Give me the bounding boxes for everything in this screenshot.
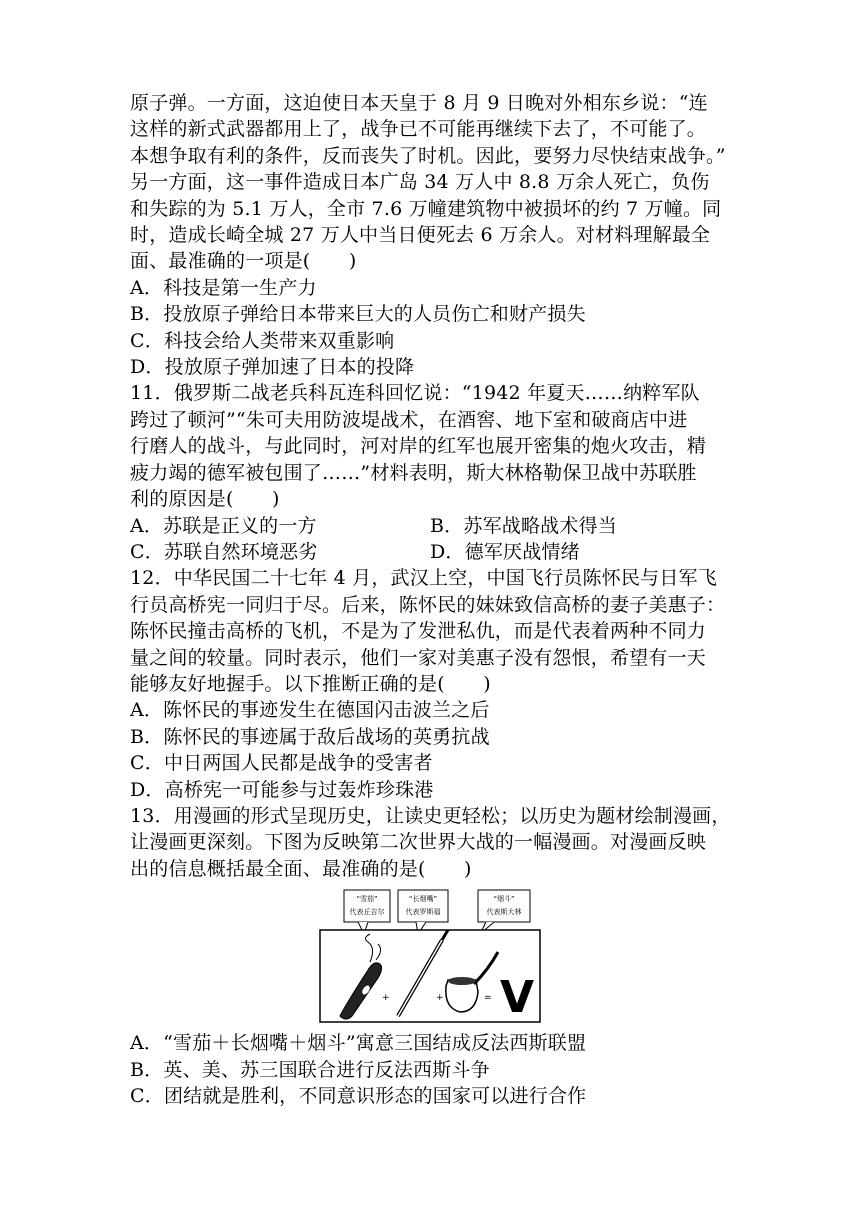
- stem-line: 12．中华民国二十七年 4 月，武汉上空，中国飞行员陈怀民与日军飞: [130, 567, 717, 590]
- bubble-holder: [398, 890, 448, 934]
- stem-line: 出的信息概括最全面、最准确的是( ): [130, 857, 472, 880]
- question-13-stem: [130, 803, 730, 882]
- stem-line: 本想争取有利的条件，反而丧失了时机。因此，要努力尽快结束战争。”: [130, 144, 726, 167]
- question-11-stem: [130, 380, 730, 512]
- bubble-pipe-sub: 代表斯大林: [486, 908, 522, 917]
- stem-line: 13．用漫画的形式呈现历史，让读史更轻松；以历史为题材绘制漫画，: [130, 804, 731, 827]
- question-10-stem: [130, 90, 730, 275]
- stem-line: 原子弹。一方面，这迫使日本天皇于 8 月 9 日晚对外相东乡说：“连: [130, 92, 708, 114]
- bubble-pipe-title: “烟斗”: [493, 895, 515, 904]
- option-row: [130, 539, 730, 565]
- stem-line: 这样的新式武器都用上了，战争已不可能再继续下去了，不可能了。: [130, 118, 707, 141]
- question-12-options: [130, 697, 730, 803]
- stem-line: 另一方面，这一事件造成日本广岛 34 万人中 8.8 万余人死亡，负伤: [130, 171, 710, 194]
- stem-line: 时，造成长崎全城 27 万人中当日便死去 6 万余人。对材料理解最全: [130, 224, 711, 247]
- question-12-stem: [130, 565, 730, 697]
- option-c: C．团结就是胜利，不同意识形态的国家可以进行合作: [130, 1085, 587, 1107]
- option-b: B．英、美、苏三国联合进行反法西斯斗争: [130, 1058, 490, 1081]
- question-10-options: [130, 275, 730, 381]
- option-b: B．陈怀民的事迹属于敌后战场的英勇抗战: [130, 725, 490, 748]
- option-b: B．苏军战略战术得当: [430, 514, 617, 537]
- bubble-cigar-title: “雪茄”: [356, 895, 378, 904]
- stem-line: 疲力竭的德军被包围了……”材料表明，斯大林格勒保卫战中苏联胜: [130, 461, 697, 484]
- stem-line: 量之间的较量。同时表示，他们一家对美惠子没有怨恨，希望有一天: [130, 646, 707, 669]
- option-a: A．苏联是正义的一方: [130, 514, 317, 537]
- option-b: B．投放原子弹给日本带来巨大的人员伤亡和财产损失: [130, 303, 586, 326]
- option-a: A．科技是第一生产力: [130, 276, 317, 299]
- stem-line: 行员高桥宪一同归于尽。后来，陈怀民的妹妹致信高桥的妻子美惠子：: [130, 593, 726, 616]
- option-a: A．“雪茄＋长烟嘴＋烟斗”寓意三国结成反法西斯联盟: [130, 1032, 587, 1055]
- cartoon-figure: [130, 886, 730, 1026]
- stem-line: 能够友好地握手。以下推断正确的是( ): [130, 672, 491, 695]
- plus-sign: +: [382, 993, 390, 1004]
- stem-line: 让漫画更深刻。下图为反映第二次世界大战的一幅漫画。对漫画反映: [130, 831, 707, 854]
- stem-line: 跨过了顿河”“朱可夫用防波堤战术，在酒窖、地下室和破商店中进: [130, 408, 688, 431]
- option-d: D．德军厌战情绪: [430, 540, 580, 563]
- stem-line: 和失踪的为 5.1 万人，全市 7.6 万幢建筑物中被损坏的约 7 万幢。同: [130, 197, 722, 220]
- ww2-cartoon: [318, 886, 542, 1026]
- option-d: D．投放原子弹加速了日本的投降: [130, 356, 415, 379]
- stem-line: 11．俄罗斯二战老兵科瓦连科回忆说：“1942 年夏天……纳粹军队: [130, 382, 700, 405]
- question-11-options: [130, 513, 730, 566]
- stem-line: 行磨人的战斗，与此同时，河对岸的红军也展开密集的炮火攻击，精: [130, 435, 707, 458]
- option-d: D．高桥宪一可能参与过轰炸珍珠港: [130, 778, 434, 801]
- bubble-holder-sub: 代表罗斯福: [405, 908, 441, 917]
- bubble-cigar-sub: 代表丘吉尔: [349, 908, 385, 917]
- bubble-pipe: [478, 890, 530, 934]
- stem-line: 面、最准确的一项是( ): [130, 250, 357, 273]
- question-13-options: [130, 1030, 730, 1109]
- bubble-cigar: [344, 890, 390, 934]
- victory-v: V: [500, 972, 535, 1024]
- option-c: C．苏联自然环境恶劣: [130, 540, 318, 563]
- stem-line: 利的原因是( ): [130, 488, 280, 511]
- exam-page: [130, 90, 730, 1109]
- option-a: A．陈怀民的事迹发生在德国闪击波兰之后: [130, 699, 490, 722]
- option-row: [130, 513, 730, 539]
- option-c: C．科技会给人类带来双重影响: [130, 329, 395, 352]
- option-c: C．中日两国人民都是战争的受害者: [130, 752, 433, 775]
- stem-line: 陈怀民撞击高桥的飞机，不是为了发泄私仇，而是代表着两种不同力: [130, 620, 707, 643]
- plus-sign: +: [436, 993, 444, 1004]
- equals-sign: =: [484, 993, 492, 1004]
- bubble-holder-title: “长烟嘴”: [408, 895, 438, 904]
